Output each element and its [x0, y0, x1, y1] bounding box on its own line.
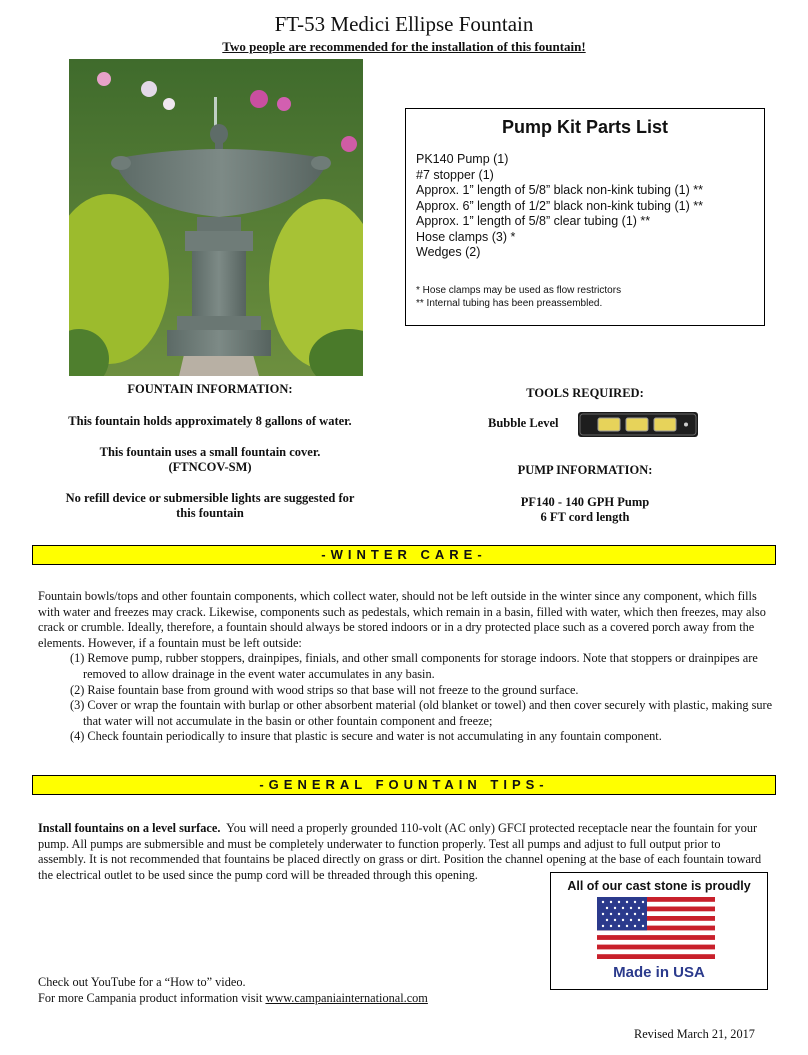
parts-item: #7 stopper (1) — [416, 167, 494, 182]
page-title: FT-53 Medici Ellipse Fountain — [274, 12, 534, 36]
tools-heading: TOOLS REQUIRED: — [526, 386, 644, 400]
pump-model: PF140 - 140 GPH Pump — [520, 495, 650, 509]
pump-kit-title: Pump Kit Parts List — [501, 117, 669, 137]
general-tips-banner: -GENERAL FOUNTAIN TIPS- — [32, 775, 776, 795]
us-flag-icon — [597, 897, 715, 959]
parts-item: Hose clamps (3) * — [416, 229, 516, 244]
fountain-cover-sku: (FTNCOV-SM) — [168, 460, 252, 474]
usa-caption: All of our cast stone is proudly — [567, 879, 751, 893]
made-in-usa-label: Made in USA — [613, 964, 705, 981]
winter-care-step: (4) Check fountain periodically to insure that plastic is secure and water is not accumulating in any fountain component. — [70, 729, 662, 744]
parts-note: ** Internal tubing has been preassembled. — [416, 297, 603, 309]
pump-info-heading: PUMP INFORMATION: — [517, 463, 653, 477]
pump-kit-notes — [416, 285, 621, 310]
parts-item: PK140 Pump (1) — [416, 152, 509, 166]
winter-care-intro: Fountain bowls/tops and other fountain components, which collect water, should not be left outside in the winter since any component, which fills with water and freezes may crack. Likewise, components such as pedestals, which remain in a basin, filled with water, which then freezes, may also crack or crumble. Ideally, therefore, a fountain should always be stored indoors or in a dry protected place such as a covered porch away from the elements. However, if a fountain must be left outside: — [38, 589, 766, 650]
revision-date: Revised March 21, 2017 — [634, 1027, 755, 1041]
pump-cord-length: 6 FT cord length — [540, 510, 630, 524]
winter-care-section — [38, 589, 773, 745]
parts-item: Approx. 1” length of 5/8” black non-kink tubing (1) ** — [416, 183, 703, 197]
fountain-photo — [69, 59, 363, 376]
product-info-line — [38, 991, 428, 1006]
bubble-level-icon — [578, 412, 698, 437]
installation-note: Two people are recommended for the installation of this fountain! — [222, 39, 586, 54]
winter-care-step: (3) Cover or wrap the fountain with burlap or other absorbent material (old blanket or towel) and then cover securely with plastic, making sure that water will not accumulate in the basin or other fountain component and freeze; — [70, 698, 773, 728]
pump-kit-items — [416, 152, 703, 261]
refill-note-line: this fountain — [176, 506, 244, 520]
parts-item: Approx. 6” length of 1/2” black non-kink tubing (1) ** — [416, 198, 703, 213]
winter-care-step: (1) Remove pump, rubber stoppers, drainpipes, finials, and other small components for storage indoors. Note that stoppers or drainpipes are removed to allow drainage in the event water accumulates in any basin. — [70, 651, 758, 681]
refill-note-line: No refill device or submersible lights are suggested for — [65, 491, 355, 505]
fountain-photo-illustration — [69, 59, 363, 376]
fountain-cover-line: This fountain uses a small fountain cover. — [99, 445, 321, 459]
parts-item: Approx. 1” length of 5/8” clear tubing (1) ** — [416, 214, 651, 228]
made-in-usa-box — [550, 872, 768, 990]
winter-care-step: (2) Raise fountain base from ground with wood strips so that base will not freeze to the ground surface. — [70, 682, 579, 697]
parts-item: Wedges (2) — [416, 245, 481, 259]
fountain-info-heading: FOUNTAIN INFORMATION: — [127, 382, 293, 396]
general-tips-lead: Install fountains on a level surface. — [38, 821, 221, 835]
campania-website-link[interactable]: www.campaniainternational.com — [265, 991, 428, 1005]
pump-kit-parts-box — [405, 108, 765, 326]
general-tips-text: You will need a properly grounded 110-volt (AC only) GFCI protected receptacle near the fountain for your pump. All pumps are submersible and must be completely underwater to function properly. Test all pumps and adjust to full output prior to assembly. It is not recommended that fountains be placed directly on grass or dirt. Position the channel opening at the base of each fountain toward the electrical outlet to be used since the pump cord will be threaded through this opening. — [38, 821, 762, 882]
parts-note: * Hose clamps may be used as flow restrictors — [416, 285, 622, 296]
tool-item: Bubble Level — [488, 416, 559, 430]
product-info-prefix: For more Campania product information visit — [38, 991, 266, 1005]
winter-care-banner: -WINTER CARE- — [32, 545, 776, 565]
fountain-capacity: This fountain holds approximately 8 gallons of water. — [68, 414, 352, 428]
youtube-note: Check out YouTube for a “How to” video. — [38, 975, 246, 989]
